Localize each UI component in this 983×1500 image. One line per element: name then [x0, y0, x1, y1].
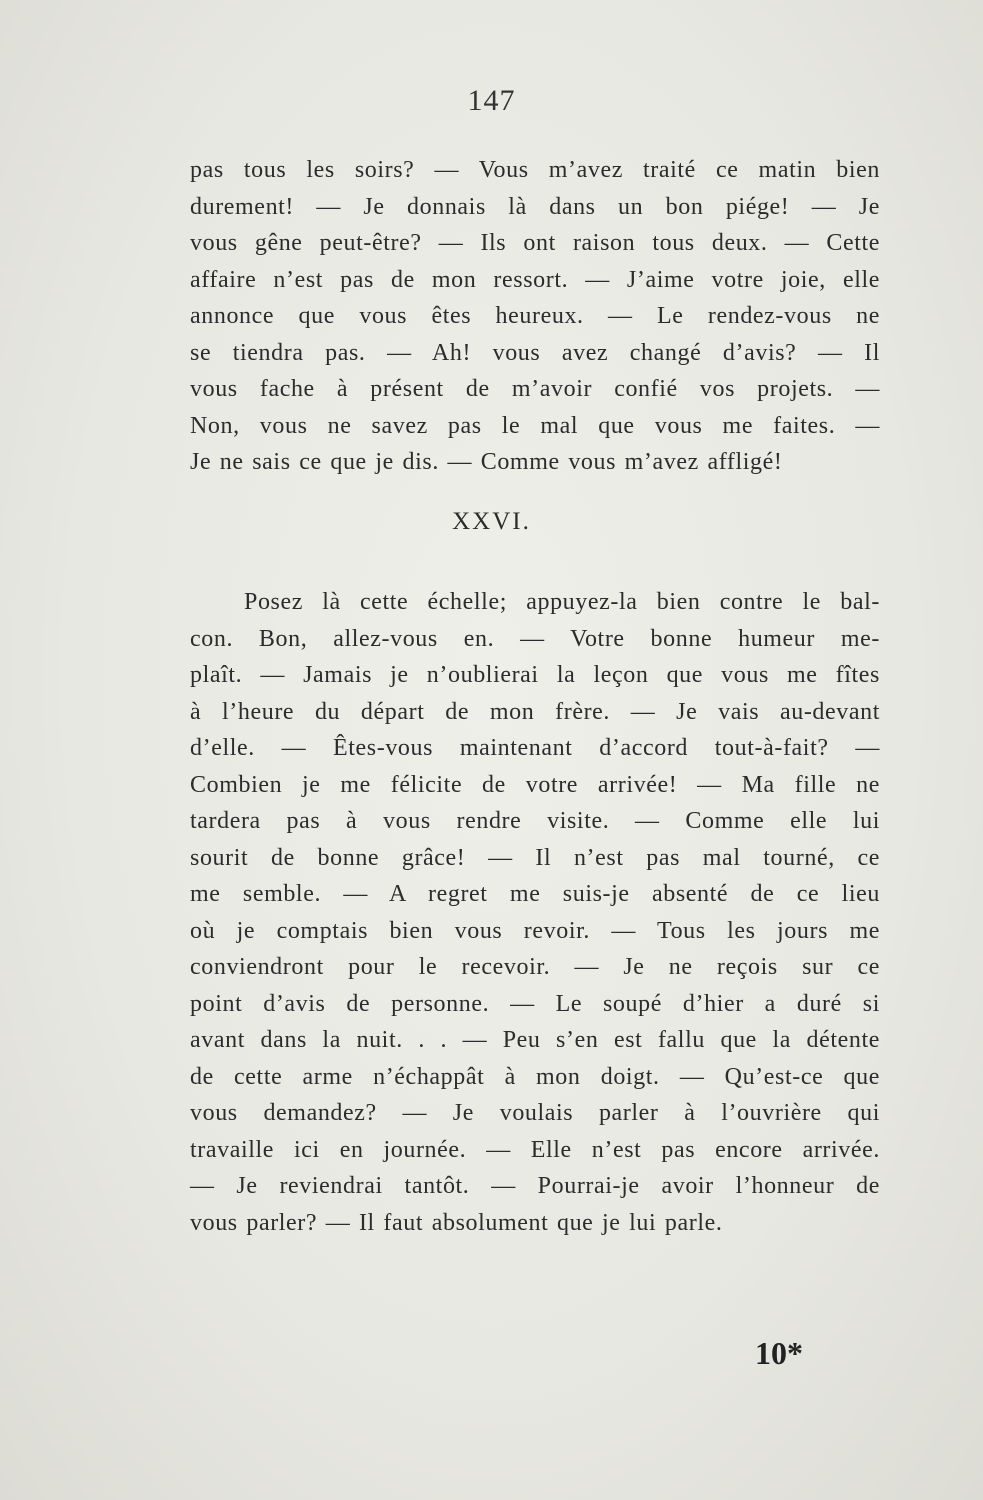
text-line: affaire n’est pas de mon ressort. — J’aime votre joie, elle [190, 266, 880, 293]
paragraph-1 [190, 152, 880, 481]
text-line: Combien je me félicite de votre arrivée! — Ma fille ne [190, 771, 880, 798]
text-line: conviendront pour le recevoir. — Je ne reçois sur ce [190, 954, 880, 980]
text-line: vous demandez? — Je voulais parler à l’ouvrière qui [190, 1100, 880, 1126]
text-line: annonce que vous êtes heureux. — Le rendez-vous ne [190, 303, 880, 329]
text-line: pas tous les soirs? — Vous m’avez traité ce matin bien [190, 157, 880, 183]
text-line: point d’avis de personne. — Le soupé d’hier a duré si [190, 990, 880, 1017]
section-heading: XXVI. [452, 508, 531, 535]
text-line: vous fache à présent de m’avoir confié vos projets. — [190, 376, 880, 402]
text-line: — Je reviendrai tantôt. — Pourrai-je avoir l’honneur de [190, 1173, 880, 1199]
text-line: durement! — Je donnais là dans un bon piége! — Je [190, 193, 880, 220]
text-line: se tiendra pas. — Ah! vous avez changé d’avis? — Il [190, 339, 880, 366]
text-line: plaît. — Jamais je n’oublierai la leçon que vous me fîtes [190, 662, 880, 688]
text-line: Non, vous ne savez pas le mal que vous me faites. — [190, 412, 880, 439]
text-line: travaille ici en journée. — Elle n’est pas encore arrivée. [190, 1136, 880, 1163]
text-line: vous gêne peut-être? — Ils ont raison tous deux. — Cette [190, 230, 880, 256]
text-line: avant dans la nuit. . . — Peu s’en est fallu que la détente [190, 1027, 880, 1053]
paragraph-2 [190, 584, 880, 1241]
text-line: tardera pas à vous rendre visite. — Comme elle lui [190, 808, 880, 834]
text-line: où je comptais bien vous revoir. — Tous les jours me [190, 917, 880, 944]
page-number: 147 [467, 84, 516, 117]
text-line: me semble. — A regret me suis-je absenté de ce lieu [190, 881, 880, 907]
text-line: de cette arme n’échappât à mon doigt. — Qu’est-ce que [190, 1063, 880, 1090]
text-line: à l’heure du départ de mon frère. — Je vais au-devant [190, 698, 880, 725]
text-line: vous parler? — Il faut absolument que je lui parle. [190, 1209, 723, 1236]
text-line: Je ne sais ce que je dis. — Comme vous m’avez affligé! [190, 449, 783, 475]
text-line: Posez là cette échelle; appuyez-la bien contre le bal- [244, 589, 880, 615]
signature-mark: 10* [755, 1335, 803, 1371]
text-line: d’elle. — Êtes-vous maintenant d’accord tout-à-fait? — [190, 735, 880, 761]
text-line: sourit de bonne grâce! — Il n’est pas mal tourné, ce [190, 844, 880, 871]
text-line: con. Bon, allez-vous en. — Votre bonne humeur me- [190, 625, 880, 652]
